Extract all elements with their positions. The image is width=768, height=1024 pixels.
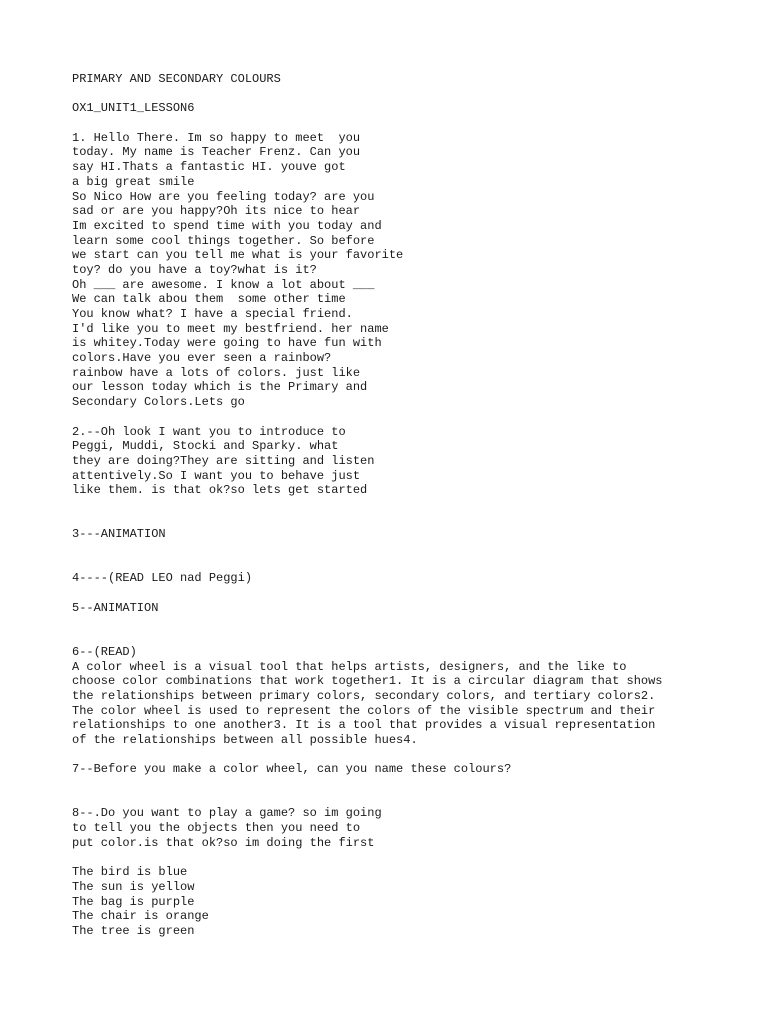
text-line: 6--(READ) (72, 644, 137, 659)
list-item: The bird is blue (72, 865, 188, 880)
text-line: we start can you tell me what is your favorite (72, 248, 404, 263)
text-line: So Nico How are you feeling today? are you (72, 189, 375, 204)
text-line: Im excited to spend time with you today and (72, 218, 382, 233)
section-2 (72, 425, 752, 498)
list-item: The tree is green (72, 923, 195, 938)
text-line: is whitey.Today were going to have fun with (72, 336, 382, 351)
text-line: attentively.So I want you to behave just (72, 468, 361, 483)
text-line: toy? do you have a toy?what is it? (72, 262, 317, 277)
list-item: The bag is purple (72, 894, 195, 909)
text-line: relationships to one another3. It is a tool that provides a visual representation (72, 718, 656, 733)
document-title: PRIMARY AND SECONDARY COLOURS (72, 72, 281, 86)
text-line: to tell you the objects then you need to (72, 821, 361, 836)
text-line: 8--.Do you want to play a game? so im going (72, 806, 382, 821)
text-line: our lesson today which is the Primary and (72, 380, 368, 395)
text-line: colors.Have you ever seen a rainbow? (72, 351, 332, 366)
text-line: the relationships between primary colors, secondary colors, and tertiary colors2. (72, 688, 656, 703)
list-item: The sun is yellow (72, 879, 195, 894)
section-8 (72, 806, 752, 850)
text-line: today. My name is Teacher Frenz. Can you (72, 145, 361, 160)
section-6 (72, 645, 752, 748)
text-line: they are doing?They are sitting and listen (72, 453, 375, 468)
text-line: Oh ___ are awesome. I know a lot about ___ (72, 277, 375, 292)
text-line: The color wheel is used to represent the colors of the visible spectrum and their (72, 703, 656, 718)
text-line: choose color combinations that work together1. It is a circular diagram that shows (72, 674, 663, 689)
section-4: 4----(READ LEO nad Peggi) (72, 571, 253, 586)
objects-list (72, 865, 752, 938)
section-7: 7--Before you make a color wheel, can you name these colours? (72, 762, 512, 777)
section-1 (72, 131, 752, 410)
document-page (72, 72, 752, 939)
text-line: like them. is that ok?so lets get started (72, 483, 368, 498)
text-line: 1. Hello There. Im so happy to meet you (72, 130, 361, 145)
list-item: The chair is orange (72, 909, 209, 924)
text-line: We can talk abou them some other time (72, 292, 346, 307)
text-line: I'd like you to meet my bestfriend. her name (72, 321, 389, 336)
text-line: A color wheel is a visual tool that helps artists, designers, and the like to (72, 659, 627, 674)
lesson-code: OX1_UNIT1_LESSON6 (72, 101, 195, 116)
text-line: of the relationships between all possible hues4. (72, 732, 418, 747)
section-5: 5--ANIMATION (72, 600, 159, 615)
text-line: say HI.Thats a fantastic HI. youve got (72, 160, 346, 175)
text-line: sad or are you happy?Oh its nice to hear (72, 204, 361, 219)
text-line: Peggi, Muddi, Stocki and Sparky. what (72, 439, 339, 454)
text-line: rainbow have a lots of colors. just like (72, 365, 361, 380)
text-line: put color.is that ok?so im doing the first (72, 835, 375, 850)
text-line: 2.--Oh look I want you to introduce to (72, 424, 346, 439)
text-line: Secondary Colors.Lets go (72, 395, 245, 410)
text-line: You know what? I have a special friend. (72, 307, 353, 321)
text-line: learn some cool things together. So before (72, 233, 375, 248)
text-line: a big great smile (72, 174, 195, 189)
section-3: 3---ANIMATION (72, 527, 166, 542)
